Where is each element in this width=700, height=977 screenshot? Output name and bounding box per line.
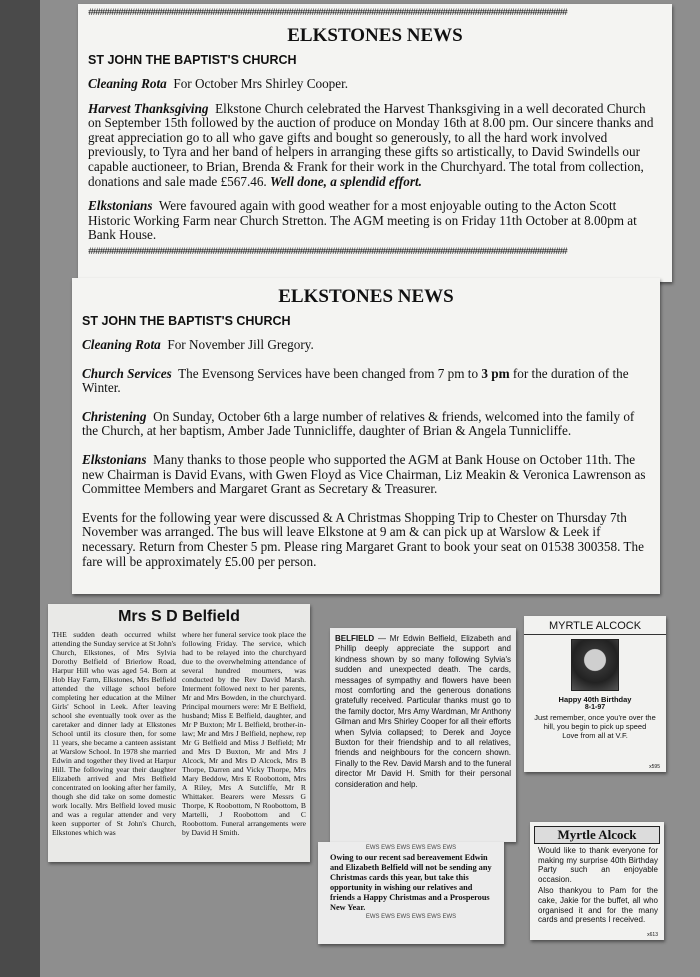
church-services-paragraph xyxy=(82,367,650,396)
news-clipping-october xyxy=(78,4,672,282)
christening-paragraph xyxy=(82,410,650,439)
thanks-heading: BELFIELD xyxy=(335,634,375,643)
elkstonians-heading: Elkstonians xyxy=(88,198,153,214)
church-services-text-end: for the duration of the Winter. xyxy=(82,365,629,396)
news-title: ELKSTONES NEWS xyxy=(287,25,463,46)
christmas-border-top: EWS EWS EWS EWS EWS EWS xyxy=(365,845,457,851)
hash-divider-bottom: ######################################################################################################## xyxy=(88,246,567,258)
birthday-headline: Happy 40th Birthday xyxy=(558,695,632,704)
birthday-from: Love from all at V.F. xyxy=(562,731,628,740)
christmas-border-bottom: EWS EWS EWS EWS EWS EWS xyxy=(365,914,457,920)
christmas-notice xyxy=(318,842,504,944)
harvest-closing: Well done, a splendid effort. xyxy=(270,173,422,189)
obituary-title: Mrs S D Belfield xyxy=(118,608,240,625)
birthday-ad-title: MYRTLE ALCOCK xyxy=(524,620,666,635)
christening-text: On Sunday, October 6th a large number of relatives & friends, welcomed into the family of the Church, at her baptism, Amber Jade Tunnicliffe, daughter of Brian & Angela Tunnicliffe. xyxy=(82,408,635,439)
thanks-clipping xyxy=(330,628,516,842)
birthday-ad xyxy=(524,616,666,772)
cleaning-rota-paragraph xyxy=(82,338,650,353)
harvest-paragraph xyxy=(88,102,662,190)
church-heading: ST JOHN THE BAPTIST'S CHURCH xyxy=(88,53,297,67)
cleaning-rota-heading: Cleaning Rota xyxy=(88,76,167,91)
birthday-message: Just remember, once you're over the hill, you begin to pick up speed xyxy=(534,713,656,731)
thankyou-code: x613 xyxy=(647,932,658,938)
birthday-code: x595 xyxy=(649,764,660,770)
birthday-photo xyxy=(571,639,619,691)
harvest-heading: Harvest Thanksgiving xyxy=(88,100,209,116)
news-title: ELKSTONES NEWS xyxy=(278,286,454,307)
elkstonians-heading: Elkstonians xyxy=(82,451,147,467)
church-services-text: The Evensong Services have been changed from 7 pm to xyxy=(178,365,479,381)
events-paragraph: Events for the following year were discussed & A Christmas Shopping Trip to Chester on Thursday 7th November was arranged. The bus will leave Elkstone at 9 am & can pick up at Warslow & Leek if necessary. Return from Chester 5 pm. Please ring Margaret Grant to book your seat on 01538 300358. The fare will be approximately £5.00 per person. xyxy=(82,509,644,569)
hash-divider-top: ######################################################################################################## xyxy=(88,8,567,19)
birthday-date: 8-1-97 xyxy=(584,704,606,711)
harvest-text: Elkstone Church celebrated the Harvest Thanksgiving in a well decorated Church on September 15th followed by the auction of produce on Monday 16th at 8.00 pm. Our sincere thanks and great appreciation go to all who gave gifts and bought so generously, to all the hard work involved previously, to Tyra and her band of helpers in arranging these gifts so artistically, to David Swindells our capable auctioneer, to Brian, Brenda & Frank for their work in the Churchyard. The total from collection, donations and sale made £567.46. xyxy=(88,100,654,189)
church-services-heading: Church Services xyxy=(82,365,172,381)
church-heading: ST JOHN THE BAPTIST'S CHURCH xyxy=(82,314,291,328)
thankyou-title: Myrtle Alcock xyxy=(534,826,660,844)
christmas-text: Owing to our recent sad bereavement Edwin and Elizabeth Belfield will not be sending any Christmas cards this year, but take this opportunity in wishing our relatives and friends a Happy Christmas and a Prosperous New Year. xyxy=(330,853,492,912)
christening-heading: Christening xyxy=(82,408,147,424)
obituary-column-1: THE sudden death occurred whilst attending the Sunday service at St John's Church, Elkstones, of Mrs Sylvia Dorothy Belfield of Brierlow Road, Harpur Hill who was aged 54. Born at Hob Hay Farm, Elkstones, Mrs Belfield attended the village school before completing her education at the Milner Girls' School in Leek. After leaving school she eventually took over as the caretaker and dinner lady at Elkstones School until its closure then, for some 11 years, she became a canteen assistant at Warslow School. In 1978 she married Edwin and together they lived at Harpur Hill. The following year their daughter Elizabeth arrived and Mrs Belfield concentrated on looking after her family, though she did take on some domestic work locally. Mrs Belfield loved music and was a regular attender and very keen supporter of St John's Church, Elkstones which was xyxy=(52,630,176,837)
elkstonians-paragraph xyxy=(88,199,662,243)
thanks-text: — Mr Edwin Belfield, Elizabeth and Phillip deeply appreciate the support and kindness shown by so many following Sylvia's sudden and unexpected death. The cards, messages of sympathy and flowers have been most comforting and the generous donations gratefully received. Particular thanks must go to the family doctor, Mrs Amy Wardman, Mr Anthony Gilman and Mrs Shirley Cooper for all their efforts when Sylvia collapsed; to Derek and Joyce Buxton for their friendship and to all relatives, friends and neighbours for the concern shown. Finally to the Rev. David Marsh and to the funeral director Mr David H. Smith for their personal consideration and help. xyxy=(335,634,511,789)
cleaning-rota-text: For November Jill Gregory. xyxy=(167,337,314,352)
obituary-column-2: where her funeral service took place the following Friday. The service, which had to be relayed into the churchyard due to the overwhelming attendance of several hundred mourners, was conducted by the Rev David Marsh. Interment followed next to her parents, Mr and Mrs Bowden, in the churchyard. Principal mourners were: Mr E Belfield, husband; Miss E Belfield, daughter, and Mr P Buxton; Mr L Belfield, brother-in-law; Mr and Mrs J Belfield, nephew, rep Mr G Belfield and Miss J Belfield; Mr and Mrs D Buxton, Mr and Mrs J Alcock, Mr and Mrs D Alcock, Mrs B Thorpe, Darren and Vicky Thorpe, Mrs Mary Beddow, Mrs E Roobottom, Mrs A Riley, Mrs A Sutcliffe, Mr R Whittaker. Bearers were Messrs G Thorpe, K Roobottom, N Roobottom, B Martelli, J Roobottom and C Roobottom. Funeral arrangements were by David H Smith. xyxy=(182,630,306,837)
cleaning-rota-text: For October Mrs Shirley Cooper. xyxy=(173,76,349,91)
church-services-time: 3 pm xyxy=(481,365,510,381)
elkstonians-text: Many thanks to those people who supported the AGM at Bank House on October 11th. The new Chairman is David Evans, with Gwen Floyd as Vice Chairman, Liz Meakin & Veronica Lawrenson as Committee Members and Margaret Grant as Secretary & Treasurer. xyxy=(82,451,646,497)
news-clipping-november xyxy=(72,278,660,594)
thankyou-ad xyxy=(530,822,664,940)
thankyou-text-1: Would like to thank everyone for making my surprise 40th Birthday Party such an enjoyable occasion. xyxy=(538,846,658,884)
cleaning-rota-paragraph xyxy=(88,77,662,92)
cleaning-rota-heading: Cleaning Rota xyxy=(82,337,161,352)
thanks-notice xyxy=(335,634,511,790)
obituary-clipping xyxy=(48,604,310,862)
elkstonians-text: Were favoured again with good weather for a most enjoyable outing to the Acton Scott Historic Working Farm near Church Stretton. The AGM meeting is on Friday 11th October at 8.00pm at Bank House. xyxy=(88,198,637,243)
thankyou-text-2: Also thankyou to Pam for the cake, Jakie for the buffet, all who organised it and for the many cards and presents I received. xyxy=(538,886,658,925)
elkstonians-paragraph xyxy=(82,453,650,497)
